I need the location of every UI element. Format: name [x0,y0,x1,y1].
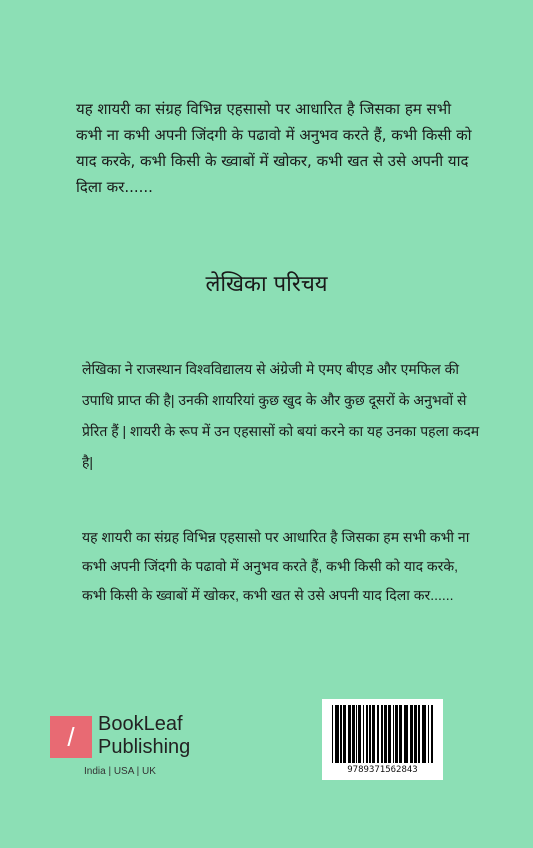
logo-slash: / [67,721,75,752]
publisher-logo-icon [50,716,92,758]
barcode [322,699,443,780]
barcode-bar [418,705,420,763]
publisher-regions: India | USA | UK [84,766,156,777]
publisher-name-line1: BookLeaf [98,713,183,735]
author-intro-heading: लेखिका परिचय [205,272,328,297]
barcode-bar [393,705,394,763]
barcode-bar [348,705,351,763]
publisher-name-line2: Publishing [98,736,191,758]
barcode-bar [340,705,342,763]
barcode-bar [422,705,426,763]
isbn-number: 9789371562843 [347,765,418,775]
barcode-bar [395,705,398,763]
barcode-bar [358,705,361,763]
barcode-bar [384,705,387,763]
barcode-bar [363,705,364,763]
barcode-bar [404,705,408,763]
barcode-bar [428,705,429,763]
back-cover-blurb: यह शायरी का संग्रह विभिन्न एहसासो पर आधारित है जिसका हम सभी कभी ना कभी अपनी जिंदगी के पढावो में अनुभव करते हैं, कभी किसी को याद करके, कभी किसी के ख्वाबों में खोकर, कभी खत से उसे अपनी याद दिला कर...... [76,100,472,196]
author-bio: लेखिका ने राजस्थान विश्वविद्यालय से अंग्रेजी मे एमए बीएड और एमफिल की उपाधि प्राप्त की है| उनकी शायरियां कुछ खुद के और कुछ दूसरों के अनुभवों से प्रेरित हैं | शायरी के रूप में उन एहसासों को बयां करने का यह उनका पहला कदम है| [82,361,480,470]
barcode-bar [381,705,383,763]
barcode-bar [335,705,339,763]
barcode-bar [343,705,346,763]
barcode-bar [388,705,391,763]
barcode-bar [369,705,371,763]
barcode-bar [377,705,379,763]
barcode-bar [332,705,333,763]
barcode-bar [372,705,375,763]
barcode-bar [399,705,402,763]
barcode-bar [352,705,355,763]
barcode-bar [414,705,417,763]
barcode-bar [431,705,433,763]
back-cover-blurb-repeat: यह शायरी का संग्रह विभिन्न एहसासो पर आधारित है जिसका हम सभी कभी ना कभी अपनी जिंदगी के पढावो में अनुभव करते हैं, कभी किसी को याद करके, कभी किसी के ख्वाबों में खोकर, कभी खत से उसे अपनी याद दिला कर...... [82,529,470,603]
publisher-name [98,713,190,759]
barcode-bars-icon [332,705,433,763]
barcode-bar [356,705,357,763]
barcode-bar [410,705,413,763]
barcode-bar [366,705,368,763]
